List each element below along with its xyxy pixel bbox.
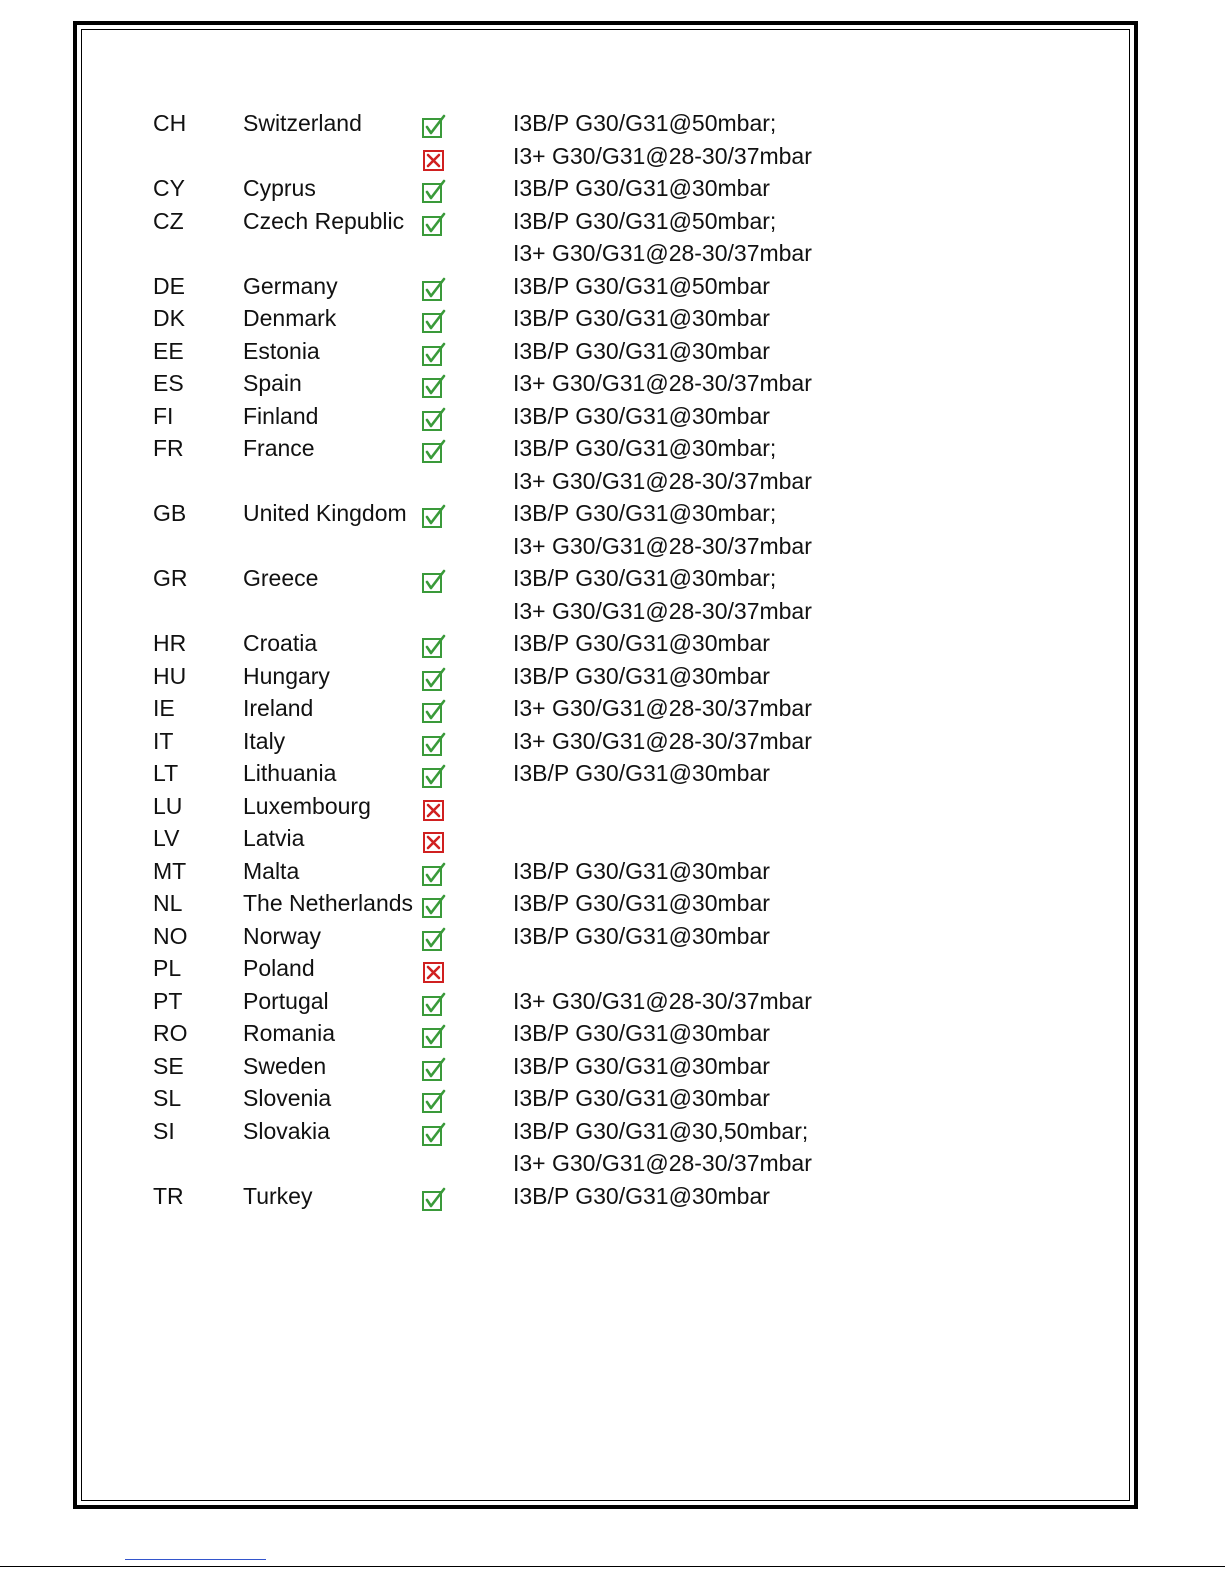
country-code: GR: [153, 565, 188, 591]
gas-category-spec: I3B/P G30/G31@30mbar;: [513, 565, 777, 591]
country-code: PT: [153, 987, 183, 1014]
checked-box-icon: [421, 374, 447, 400]
checked-box-icon: [421, 992, 447, 1018]
country-name: Spain: [243, 370, 302, 396]
country-code: SL: [153, 1085, 182, 1111]
footer-link-underline: [125, 1559, 266, 1560]
gas-category-spec: I3B/P G30/G31@30,50mbar;: [513, 1117, 809, 1144]
country-name: Luxembourg: [243, 792, 371, 819]
table-row: [153, 627, 873, 660]
country-code: LT: [153, 760, 179, 786]
country-code: LU: [153, 792, 183, 819]
country-code: PL: [153, 955, 182, 981]
country-code: DE: [153, 272, 185, 299]
country-name: Poland: [243, 955, 315, 981]
country-name: Cyprus: [243, 175, 316, 201]
country-name: Germany: [243, 272, 338, 299]
country-code: GB: [153, 500, 187, 526]
table-row: [153, 1017, 873, 1050]
table-row: [153, 757, 873, 790]
gas-category-spec: I3B/P G30/G31@30mbar: [513, 662, 770, 689]
country-name: [243, 530, 428, 562]
country-name: Denmark: [243, 305, 337, 331]
country-code: NO: [153, 922, 188, 949]
footer-divider: [0, 1566, 1225, 1567]
table-row: [153, 725, 873, 758]
gas-category-spec: I3+ G30/G31@28-30/37mbar: [513, 1150, 812, 1176]
checked-box-icon: [421, 1089, 447, 1115]
table-row: [153, 140, 873, 173]
cross-box-icon: [421, 147, 447, 173]
country-name: [243, 237, 428, 269]
table-row: [153, 595, 873, 628]
table-row: [153, 270, 873, 303]
gas-category-spec: I3B/P G30/G31@50mbar: [513, 272, 770, 299]
country-name: Slovenia: [243, 1085, 332, 1111]
country-code: SE: [153, 1052, 184, 1079]
country-name: Switzerland: [243, 110, 362, 136]
country-code: FR: [153, 435, 184, 461]
table-row: [153, 562, 873, 595]
checked-box-icon: [421, 1187, 447, 1213]
checked-box-icon: [421, 569, 447, 595]
gas-category-spec: I3B/P G30/G31@30mbar: [513, 857, 770, 884]
country-name: Ireland: [243, 695, 314, 721]
gas-category-spec: I3B/P G30/G31@30mbar: [513, 1020, 770, 1046]
country-code: [153, 465, 233, 497]
country-code: SI: [153, 1117, 175, 1144]
country-code: ES: [153, 370, 184, 396]
table-row: [153, 952, 873, 985]
cross-box-icon: [421, 959, 447, 985]
checked-box-icon: [421, 407, 447, 433]
country-name: Romania: [243, 1020, 336, 1046]
checked-box-icon: [421, 179, 447, 205]
gas-category-spec: I3B/P G30/G31@30mbar: [513, 1182, 770, 1209]
country-name: Malta: [243, 857, 300, 884]
table-row: [153, 855, 873, 888]
table-row: [153, 172, 873, 205]
gas-category-spec: I3+ G30/G31@28-30/37mbar: [513, 532, 812, 559]
table-row: [153, 1147, 873, 1180]
table-row: [153, 822, 873, 855]
gas-category-spec: I3B/P G30/G31@30mbar;: [513, 500, 777, 526]
table-row: [153, 107, 873, 140]
country-code: HR: [153, 630, 187, 656]
table-row: [153, 920, 873, 953]
checked-box-icon: [421, 439, 447, 465]
table-row: [153, 692, 873, 725]
table-row: [153, 1115, 873, 1148]
country-code: NL: [153, 890, 183, 916]
country-code: [153, 140, 233, 172]
gas-category-spec: I3+ G30/G31@28-30/37mbar: [513, 597, 812, 624]
gas-category-spec: I3B/P G30/G31@30mbar: [513, 337, 770, 364]
gas-category-spec: I3+ G30/G31@28-30/37mbar: [513, 695, 812, 721]
table-row: [153, 205, 873, 238]
table-row: [153, 335, 873, 368]
gas-category-spec: I3+ G30/G31@28-30/37mbar: [513, 142, 812, 169]
country-name: France: [243, 435, 315, 461]
checked-box-icon: [421, 927, 447, 953]
gas-category-spec: I3B/P G30/G31@50mbar;: [513, 110, 777, 136]
gas-category-spec: I3+ G30/G31@28-30/37mbar: [513, 240, 812, 266]
gas-category-spec: I3B/P G30/G31@30mbar: [513, 922, 770, 949]
gas-category-spec: I3+ G30/G31@28-30/37mbar: [513, 370, 812, 396]
table-row: [153, 790, 873, 823]
checked-box-icon: [421, 764, 447, 790]
gas-category-spec: I3B/P G30/G31@30mbar: [513, 175, 770, 201]
country-name: United Kingdom: [243, 500, 407, 526]
gas-category-spec: I3+ G30/G31@28-30/37mbar: [513, 467, 812, 494]
gas-category-spec: I3B/P G30/G31@30mbar;: [513, 435, 777, 461]
checked-box-icon: [421, 1057, 447, 1083]
gas-category-spec: I3+ G30/G31@28-30/37mbar: [513, 727, 812, 754]
gas-category-spec: I3B/P G30/G31@30mbar: [513, 1085, 770, 1111]
table-row: [153, 432, 873, 465]
checked-box-icon: [421, 114, 447, 140]
checked-box-icon: [421, 277, 447, 303]
checked-box-icon: [421, 309, 447, 335]
country-name: Estonia: [243, 337, 320, 364]
table-row: [153, 237, 873, 270]
table-row: [153, 1050, 873, 1083]
country-code: TR: [153, 1182, 184, 1209]
table-row: [153, 1082, 873, 1115]
checked-box-icon: [421, 894, 447, 920]
table-row: [153, 660, 873, 693]
checked-box-icon: [421, 732, 447, 758]
country-name: Finland: [243, 402, 319, 429]
table-row: [153, 465, 873, 498]
table-row: [153, 1180, 873, 1213]
country-code: [153, 530, 233, 562]
country-name: Croatia: [243, 630, 318, 656]
country-code: CZ: [153, 207, 184, 234]
table-row: [153, 985, 873, 1018]
country-code: [153, 595, 233, 627]
table-row: [153, 367, 873, 400]
table-row: [153, 530, 873, 563]
country-name: Lithuania: [243, 760, 337, 786]
gas-category-spec: I3B/P G30/G31@50mbar;: [513, 207, 777, 234]
country-name: Sweden: [243, 1052, 327, 1079]
checked-box-icon: [421, 212, 447, 238]
country-code: DK: [153, 305, 185, 331]
checked-box-icon: [421, 1122, 447, 1148]
country-name: Portugal: [243, 987, 329, 1014]
country-code: FI: [153, 402, 174, 429]
cross-box-icon: [421, 829, 447, 855]
country-name: [243, 595, 428, 627]
country-code: IT: [153, 727, 174, 754]
country-name: Turkey: [243, 1182, 313, 1209]
country-name: Latvia: [243, 825, 305, 851]
country-name: Hungary: [243, 662, 330, 689]
country-name: Slovakia: [243, 1117, 330, 1144]
table-row: [153, 497, 873, 530]
checked-box-icon: [421, 1024, 447, 1050]
cross-box-icon: [421, 797, 447, 823]
country-name: Italy: [243, 727, 286, 754]
checked-box-icon: [421, 504, 447, 530]
country-name: Greece: [243, 565, 319, 591]
country-code: RO: [153, 1020, 188, 1046]
checked-box-icon: [421, 699, 447, 725]
country-name: The Netherlands: [243, 890, 414, 916]
country-name: Norway: [243, 922, 321, 949]
checked-box-icon: [421, 634, 447, 660]
country-code: HU: [153, 662, 187, 689]
gas-category-spec: I3B/P G30/G31@30mbar: [513, 760, 770, 786]
table-row: [153, 302, 873, 335]
country-code: MT: [153, 857, 187, 884]
country-code: CH: [153, 110, 187, 136]
gas-category-spec: I3B/P G30/G31@30mbar: [513, 890, 770, 916]
country-code: CY: [153, 175, 185, 201]
country-gas-category-table: [153, 107, 873, 1212]
gas-category-spec: I3B/P G30/G31@30mbar: [513, 305, 770, 331]
country-code: [153, 1147, 233, 1179]
checked-box-icon: [421, 862, 447, 888]
gas-category-spec: I3B/P G30/G31@30mbar: [513, 1052, 770, 1079]
country-name: Czech Republic: [243, 207, 405, 234]
checked-box-icon: [421, 342, 447, 368]
checked-box-icon: [421, 667, 447, 693]
gas-category-spec: I3B/P G30/G31@30mbar: [513, 402, 770, 429]
table-row: [153, 400, 873, 433]
gas-category-spec: I3B/P G30/G31@30mbar: [513, 630, 770, 656]
country-name: [243, 1147, 428, 1179]
table-row: [153, 887, 873, 920]
gas-category-spec: I3+ G30/G31@28-30/37mbar: [513, 987, 812, 1014]
country-code: [153, 237, 233, 269]
country-code: EE: [153, 337, 184, 364]
country-code: IE: [153, 695, 175, 721]
country-name: [243, 465, 428, 497]
country-name: [243, 140, 428, 172]
country-code: LV: [153, 825, 180, 851]
